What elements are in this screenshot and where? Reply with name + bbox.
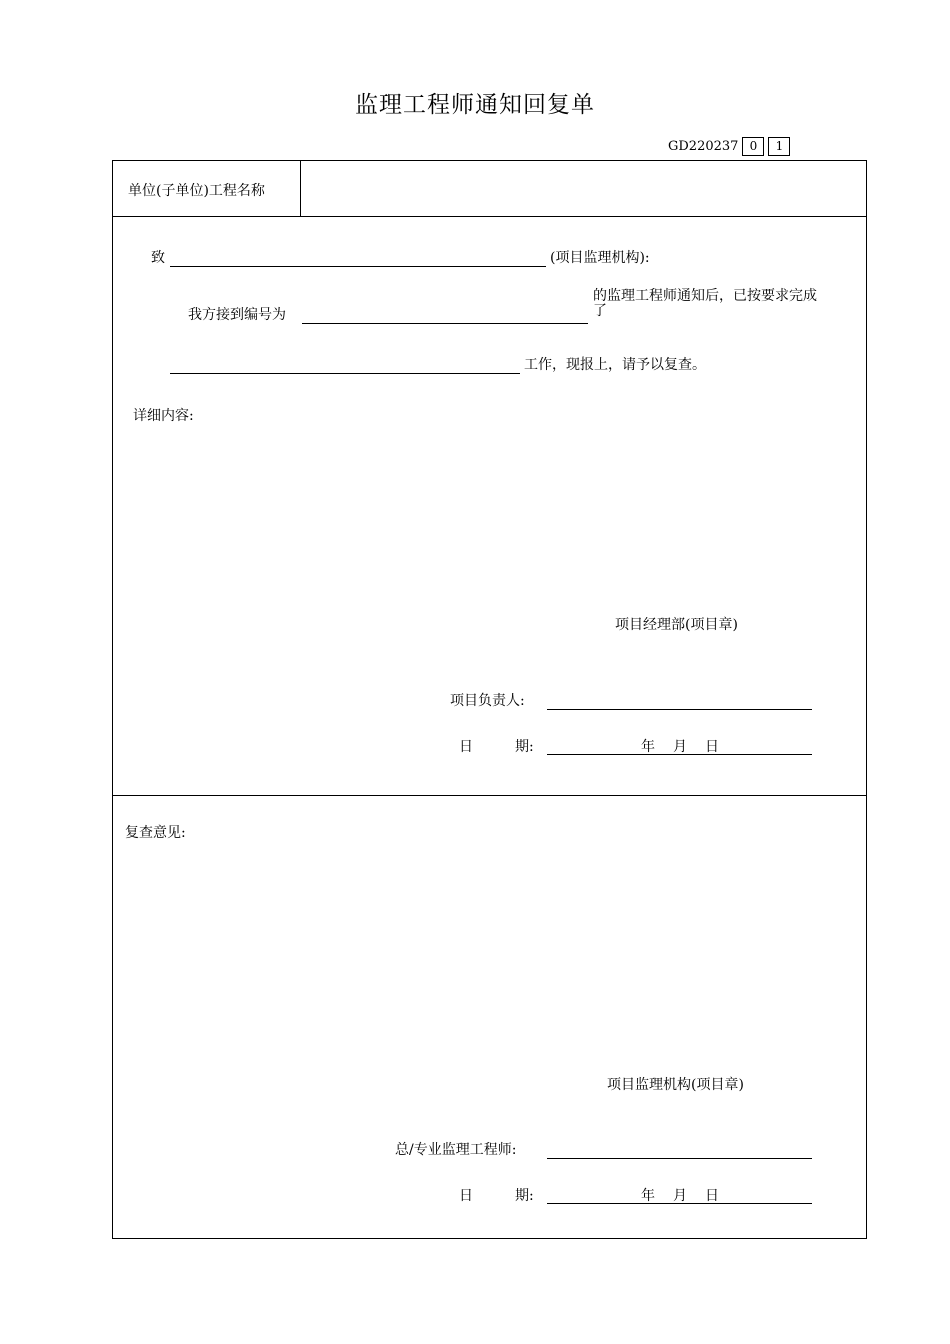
review-date-label-ri: 日: [459, 1188, 473, 1204]
work-suffix: 工作，现报上，请予以复查。: [524, 357, 706, 373]
supervisor-engineer-label: 总/专业监理工程师:: [395, 1142, 517, 1158]
col-divider: [300, 160, 301, 217]
date-label-ri: 日: [459, 739, 473, 755]
supervisor-seal-label: 项目监理机构(项目章): [607, 1077, 744, 1093]
date-month: 月: [673, 739, 687, 755]
row-divider-2: [112, 795, 866, 796]
row-divider-1: [112, 216, 866, 217]
project-name-label: 单位(子单位)工程名称: [128, 183, 265, 199]
review-date-day: 日: [705, 1188, 719, 1204]
details-area[interactable]: [130, 428, 850, 598]
contractor-person-label: 项目负责人:: [450, 693, 525, 709]
project-name-field[interactable]: [304, 164, 860, 214]
form-title: 监理工程师通知回复单: [355, 92, 595, 118]
date-year: 年: [641, 739, 655, 755]
to-recipient-field[interactable]: [170, 266, 546, 267]
review-label: 复查意见:: [125, 825, 186, 841]
contractor-person-field[interactable]: [547, 709, 812, 710]
received-suffix-line1: 的监理工程师通知后，已按要求完成: [593, 288, 817, 304]
work-description-field[interactable]: [170, 373, 520, 374]
received-prefix: 我方接到编号为: [188, 307, 286, 323]
review-date-month: 月: [673, 1188, 687, 1204]
doc-code-box-1: 0: [742, 137, 764, 156]
review-date-year: 年: [641, 1188, 655, 1204]
doc-code: [668, 137, 790, 156]
review-date-label-qi: 期:: [515, 1188, 534, 1204]
received-suffix-line2: 了: [593, 303, 607, 319]
doc-code-box-2: 1: [768, 137, 790, 156]
doc-code-prefix: GD220237: [668, 139, 739, 154]
review-area[interactable]: [124, 845, 850, 1055]
date-day: 日: [705, 739, 719, 755]
supervisor-engineer-field[interactable]: [547, 1158, 812, 1159]
to-suffix: (项目监理机构):: [550, 250, 650, 266]
to-prefix: 致: [151, 250, 165, 266]
date-label-qi: 期:: [515, 739, 534, 755]
contractor-seal-label: 项目经理部(项目章): [615, 617, 738, 633]
details-label: 详细内容:: [133, 408, 194, 424]
notice-number-field[interactable]: [302, 323, 588, 324]
